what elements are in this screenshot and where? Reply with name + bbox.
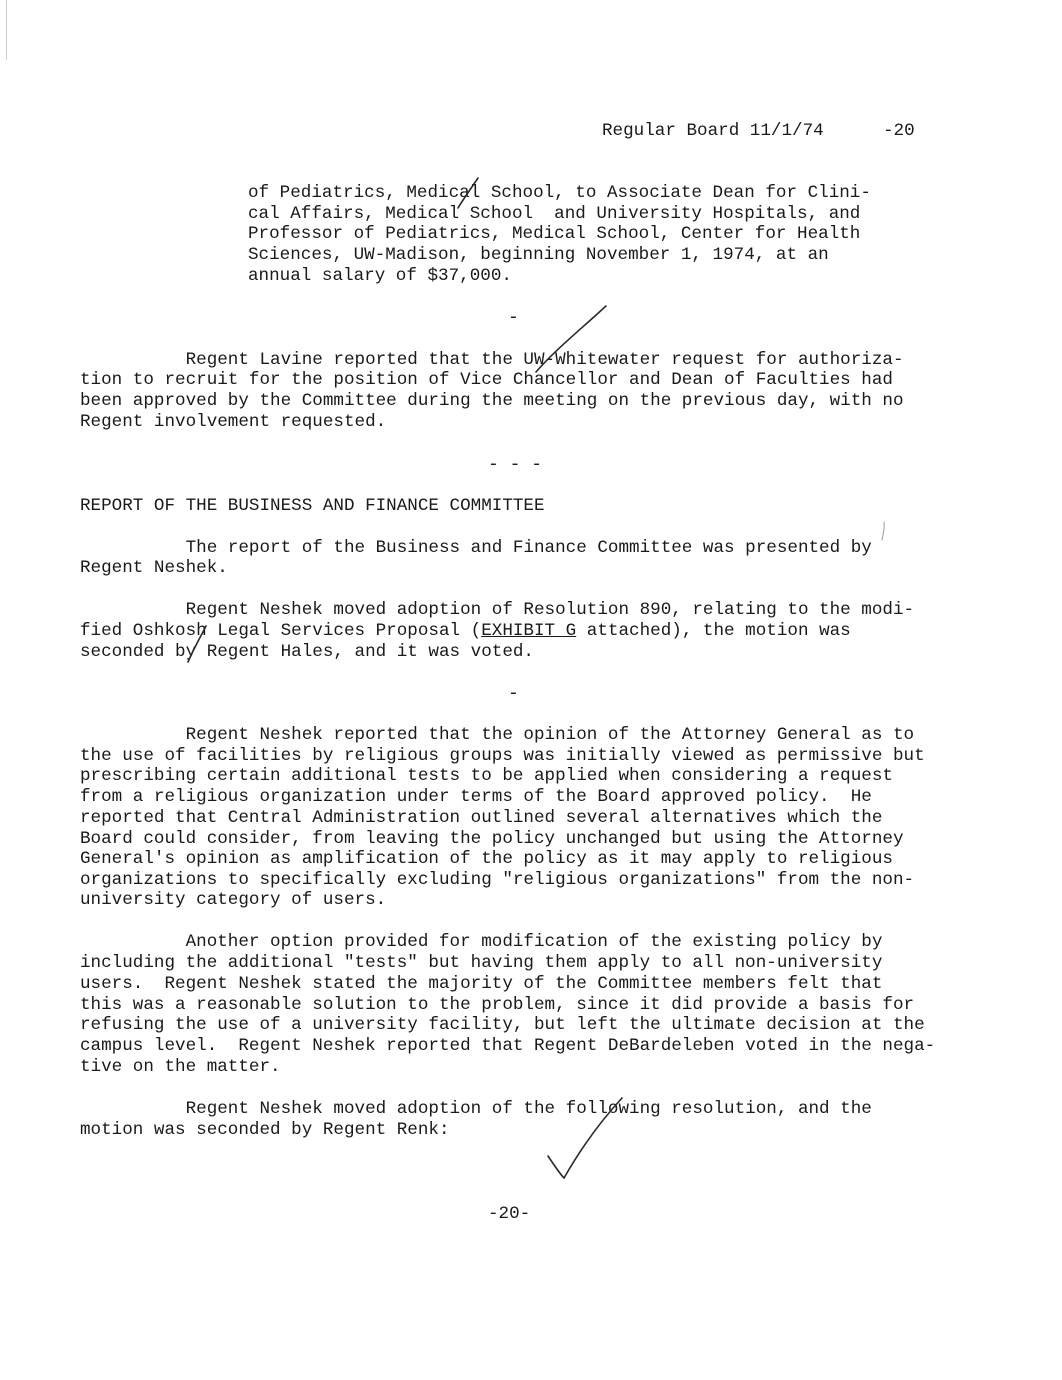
text-line: Board could consider, from leaving the policy unchanged but using the Attorney [80,829,904,849]
text-line: tion to recruit for the position of Vice Chancellor and Dean of Faculties had [80,370,893,390]
text-line [80,621,851,642]
section-separator: - - - [488,455,543,475]
text-line: organizations to specifically excluding "religious organizations" from the non- [80,870,915,890]
text-line: Another option provided for modification of the existing policy by [80,932,883,952]
text-line: this was a reasonable solution to the problem, since it did provide a basis for [80,995,915,1015]
text-line: The report of the Business and Finance Committee was presented by [80,538,872,558]
header-page-ref: -20 [883,121,915,141]
footer-page-number: -20- [488,1204,531,1224]
text-line: campus level. Regent Neshek reported that Regent DeBardeleben voted in the nega- [80,1036,936,1056]
text-line: seconded by Regent Hales, and it was voted. [80,642,534,662]
text-line: Professor of Pediatrics, Medical School, Center for Health [248,224,861,244]
text-span: fied Oshkosh Legal Services Proposal ( [80,621,482,641]
pencil-mark-icon [882,522,884,540]
exhibit-g-reference: EXHIBIT G [481,621,577,641]
text-line: motion was seconded by Regent Renk: [80,1120,450,1140]
text-line: reported that Central Administration outlined several alternatives which the [80,808,883,828]
section-separator: - [508,308,519,328]
text-line: Sciences, UW-Madison, beginning November 1, 1974, at an [248,245,829,265]
text-line: General's opinion as amplification of the policy as it may apply to religious [80,849,893,869]
text-line: annual salary of $37,000. [248,266,512,286]
text-span: attached), the motion was [576,621,851,641]
text-line: Regent involvement requested. [80,412,387,432]
text-line: Regent Neshek moved adoption of Resolution 890, relating to the modi- [80,600,915,620]
text-line: including the additional "tests" but having them apply to all non-university [80,953,883,973]
text-line: tive on the matter. [80,1057,281,1077]
text-line: users. Regent Neshek stated the majority of the Committee members felt that [80,974,883,994]
text-line: of Pediatrics, Medical School, to Associate Dean for Clini- [248,183,871,203]
text-line: refusing the use of a university facility, but left the ultimate decision at the [80,1015,925,1035]
text-line: been approved by the Committee during the meeting on the previous day, with no [80,391,904,411]
scan-edge-line [6,0,7,60]
text-line: from a religious organization under terms of the Board approved policy. He [80,787,872,807]
text-line: Regent Neshek. [80,558,228,578]
text-line: university category of users. [80,890,387,910]
text-line: the use of facilities by religious groups was initially viewed as permissive but [80,746,925,766]
text-line: cal Affairs, Medical School and University Hospitals, and [248,204,861,224]
text-line: Regent Neshek moved adoption of the following resolution, and the [80,1099,872,1119]
text-line: Regent Neshek reported that the opinion of the Attorney General as to [80,725,915,745]
text-line: prescribing certain additional tests to be applied when considering a request [80,766,893,786]
text-line: Regent Lavine reported that the UW-Whitewater request for authoriza- [80,350,904,370]
header-title: Regular Board 11/1/74 [602,121,824,141]
section-heading: REPORT OF THE BUSINESS AND FINANCE COMMITTEE [80,496,545,516]
section-separator: - [508,684,519,704]
